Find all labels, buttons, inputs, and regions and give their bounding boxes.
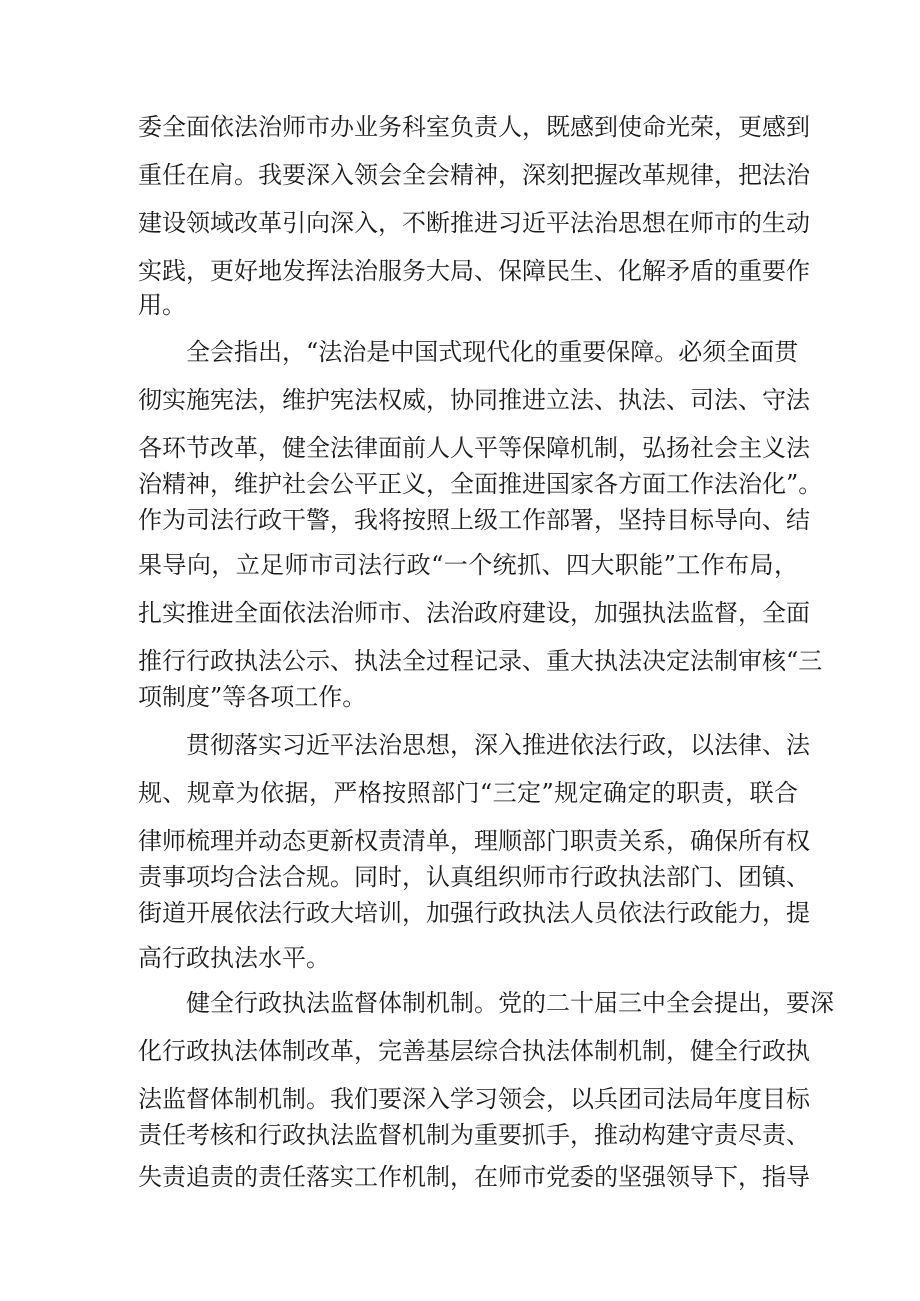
text-line: 规、规章为依据，严格按照部门“三定”规定确定的职责，联合 — [138, 779, 798, 807]
text-line: 全会指出，“法治是中国式现代化的重要保障。必须全面贯 — [186, 338, 799, 366]
text-line: 各环节改革，健全法律面前人人平等保障机制，弘扬社会主义法 — [138, 434, 810, 462]
text-line: 治精神，维护社会公平正义，全面推进国家各方面工作法治化”。 — [138, 470, 823, 498]
text-line: 彻实施宪法，维护宪法权威，协同推进立法、执法、司法、守法 — [138, 386, 810, 414]
text-line: 法监督体制机制。我们要深入学习领会，以兵团司法局年度目标 — [138, 1085, 810, 1113]
text-line: 化行政执法体制改革，完善基层综合执法体制机制，健全行政执 — [138, 1037, 810, 1065]
text-line: 推行行政执法公示、执法全过程记录、重大执法决定法制审核“三 — [138, 647, 823, 675]
text-line: 责任考核和行政执法监督机制为重要抓手，推动构建守责尽责、 — [138, 1121, 810, 1149]
text-line: 果导向，立足师市司法行政“一个统抓、四大职能”工作布局， — [138, 551, 798, 579]
text-line: 重任在肩。我要深入领会全会精神，深刻把握改革规律，把法治 — [138, 161, 810, 189]
text-line: 用。 — [138, 291, 186, 319]
text-line: 扎实推进全面依法治师市、法治政府建设，加强执法监督，全面 — [138, 599, 810, 627]
text-line: 失责追责的责任落实工作机制，在师市党委的坚强领导下，指导 — [138, 1163, 810, 1191]
text-line: 贯彻落实习近平法治思想，深入推进依法行政，以法律、法 — [186, 731, 810, 759]
text-line: 委全面依法治师市办业务科室负责人，既感到使命光荣，更感到 — [138, 113, 810, 141]
text-line: 作为司法行政干警，我将按照上级工作部署，坚持目标导向、结 — [138, 506, 810, 534]
text-line: 实践，更好地发挥法治服务大局、保障民生、化解矛盾的重要作 — [138, 257, 810, 285]
text-line: 街道开展依法行政大培训，加强行政执法人员依法行政能力，提 — [138, 899, 810, 927]
text-line: 项制度”等各项工作。 — [138, 683, 367, 711]
text-line: 高行政执法水平。 — [138, 944, 330, 972]
text-line: 建设领域改革引向深入，不断推进习近平法治思想在师市的生动 — [138, 209, 810, 237]
text-line: 律师梳理并动态更新权责清单，理顺部门职责关系，确保所有权 — [138, 827, 810, 855]
text-line: 健全行政执法监督体制机制。党的二十届三中全会提出，要深 — [186, 989, 834, 1017]
text-line: 责事项均合法合规。同时，认真组织师市行政执法部门、团镇、 — [138, 863, 810, 891]
